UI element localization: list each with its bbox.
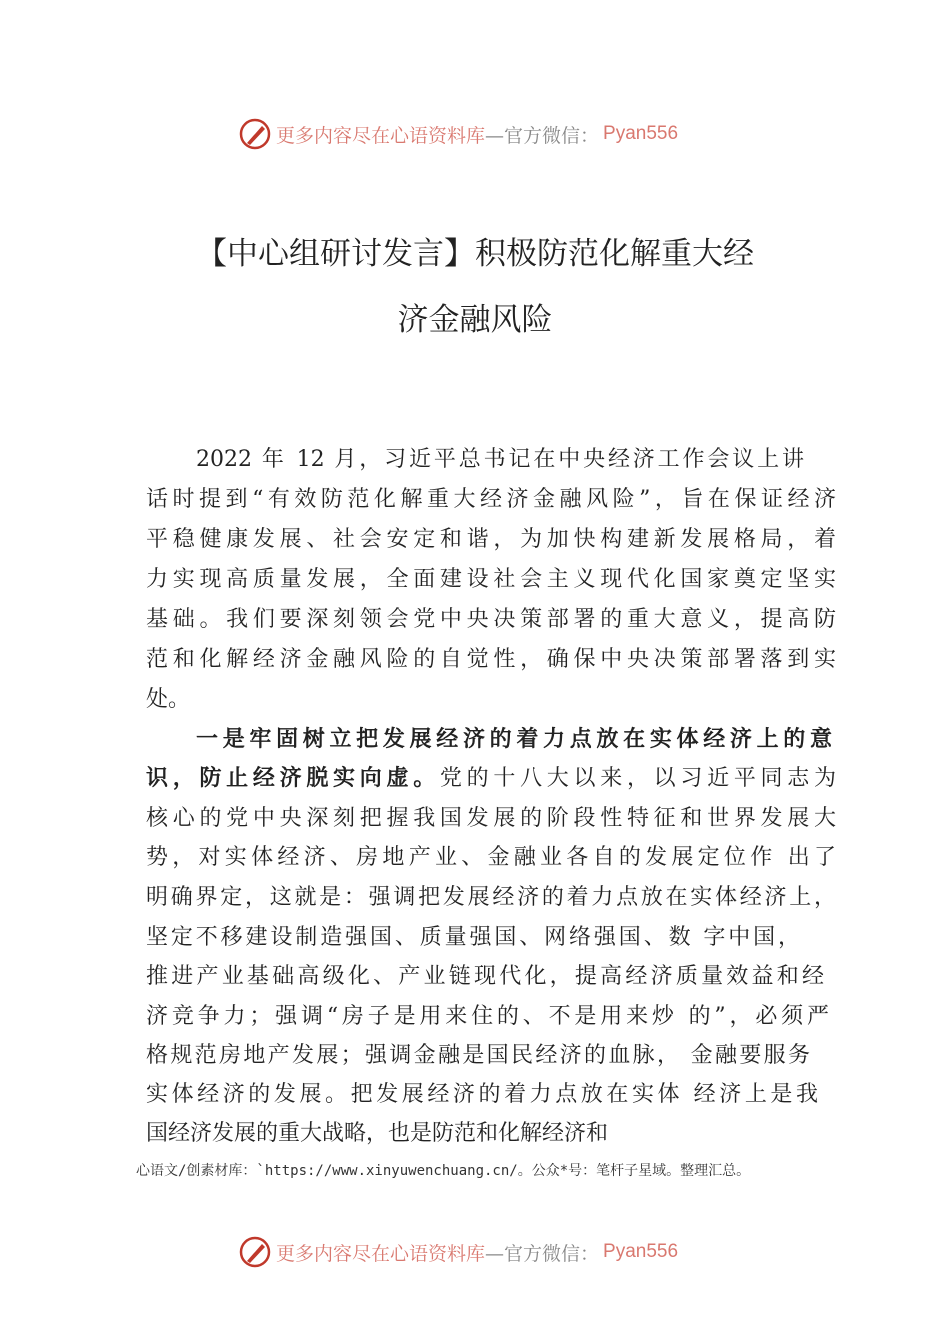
text-line: 济竞争力；强调“房子是用来住的、不是用来炒 的”，必须严: [146, 1004, 829, 1029]
text-line: 格规范房地产发展；强调金融是国民经济的血脉， 金融要服务: [146, 1043, 810, 1068]
pen-logo-icon: [238, 1235, 272, 1269]
watermark-text: 更多内容尽在心语资料库: [276, 1242, 486, 1265]
text-line: 实体经济的发展。把发展经济的着力点放在实体 经济上是我: [146, 1082, 818, 1107]
text-line: [146, 765, 836, 793]
text-line: 处。: [146, 687, 191, 712]
text-line: 话时提到“有效防范化解重大经济金融风险”，旨在保证经济: [146, 487, 836, 512]
text-line: 国经济发展的重大战略，也是防范和化解经济和: [146, 1121, 609, 1146]
text-line: 平稳健康发展、社会安定和谐，为加快构建新发展格局，着: [146, 527, 836, 552]
watermark-wechat-id: Pyan556: [603, 123, 679, 144]
text-span: 党的十八大以来，以习近平同志为: [439, 766, 836, 791]
pen-logo-icon: [238, 117, 272, 151]
page-title-line2: 济金融风险: [397, 302, 553, 338]
section-heading-end: 识，防止经济脱实向虚。: [146, 766, 440, 791]
watermark-wechat-label: —官方微信：: [485, 124, 600, 147]
text-line: 力实现高质量发展，全面建设社会主义现代化国家奠定坚实: [146, 567, 836, 592]
watermark-wechat-label: —官方微信：: [485, 1242, 600, 1265]
text-line: 基础。我们要深刻领会党中央决策部署的重大意义，提高防: [146, 607, 836, 632]
watermark-text: 更多内容尽在心语资料库: [276, 124, 486, 147]
text-line: 推进产业基础高级化、产业链现代化，提高经济质量效益和经: [146, 964, 824, 989]
text-line: 坚定不移建设制造强国、质量强国、网络强国、数 字中国，: [146, 925, 800, 950]
page-title-line1: 【中心组研讨发言】积极防范化解重大经: [196, 236, 754, 272]
watermark-footer: [238, 1234, 678, 1270]
watermark-wechat-id: Pyan556: [603, 1241, 679, 1262]
text-line: 势，对实体经济、房地产业、金融业各自的发展定位作 出了: [146, 845, 836, 870]
text-line: 范和化解经济金融风险的自觉性，确保中央决策部署落到实: [146, 647, 836, 672]
text-line: 2022 年 12 月，习近平总书记在中央经济工作会议上讲: [196, 447, 804, 472]
section-heading: 一是牢固树立把发展经济的着力点放在实体经济上的意: [196, 727, 832, 752]
watermark-header: [238, 116, 678, 152]
text-line: 核心的党中央深刻把握我国发展的阶段性特征和世界发展大: [146, 806, 836, 831]
source-note: 心语文/创素材库：`https://www.xinyuwenchuang.cn/。公众*号：笔杆子星域。整理汇总。: [136, 1163, 751, 1179]
text-line: 明确界定，这就是：强调把发展经济的着力点放在实体经济上，: [146, 885, 836, 910]
